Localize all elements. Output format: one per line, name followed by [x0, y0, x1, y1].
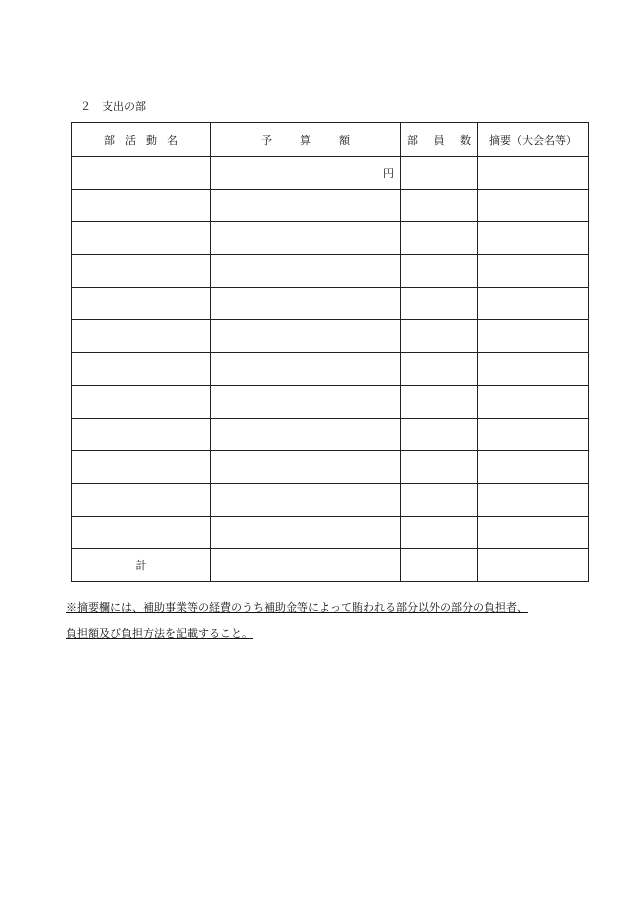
remarks-cell[interactable]	[478, 287, 589, 320]
club-name-cell[interactable]	[72, 483, 211, 516]
remarks-cell[interactable]	[478, 516, 589, 549]
club-name-cell[interactable]	[72, 451, 211, 484]
remarks-cell[interactable]	[478, 320, 589, 353]
remarks-cell[interactable]	[478, 353, 589, 386]
budget-amount-cell[interactable]	[211, 516, 401, 549]
expenditure-table	[71, 122, 589, 582]
member-count-cell[interactable]	[401, 451, 478, 484]
club-name-cell[interactable]	[72, 157, 211, 190]
budget-amount-cell[interactable]	[211, 418, 401, 451]
remarks-cell[interactable]	[478, 418, 589, 451]
total-member-cell[interactable]	[401, 549, 478, 582]
remarks-cell[interactable]	[478, 222, 589, 255]
club-name-cell[interactable]	[72, 189, 211, 222]
remarks-note-line-2: 負担額及び負担方法を記載すること。	[66, 627, 253, 640]
total-row	[72, 549, 589, 582]
member-count-cell[interactable]	[401, 222, 478, 255]
budget-amount-cell[interactable]	[211, 222, 401, 255]
remarks-cell[interactable]	[478, 157, 589, 190]
club-name-cell[interactable]	[72, 418, 211, 451]
budget-amount-cell[interactable]	[211, 287, 401, 320]
club-name-cell[interactable]	[72, 222, 211, 255]
member-count-cell[interactable]	[401, 516, 478, 549]
table-row	[72, 255, 589, 288]
club-name-cell[interactable]	[72, 516, 211, 549]
budget-amount-cell[interactable]	[211, 189, 401, 222]
member-count-cell[interactable]	[401, 255, 478, 288]
yen-unit-label: 円	[383, 166, 394, 180]
remarks-cell[interactable]	[478, 385, 589, 418]
table-row	[72, 222, 589, 255]
header-member-count: 部員数	[401, 123, 478, 157]
member-count-cell[interactable]	[401, 157, 478, 190]
section-heading: ２ 支出の部	[80, 100, 146, 113]
table-row	[72, 418, 589, 451]
budget-amount-cell[interactable]	[211, 320, 401, 353]
club-name-cell[interactable]	[72, 353, 211, 386]
table-row	[72, 353, 589, 386]
remarks-note-line-1: ※摘要欄には、補助事業等の経費のうち補助金等によって賄われる部分以外の部分の負担者、	[66, 601, 528, 614]
member-count-cell[interactable]	[401, 483, 478, 516]
total-label: 計	[72, 549, 211, 582]
member-count-cell[interactable]	[401, 320, 478, 353]
club-name-cell[interactable]	[72, 287, 211, 320]
club-name-cell[interactable]	[72, 255, 211, 288]
member-count-cell[interactable]	[401, 189, 478, 222]
member-count-cell[interactable]	[401, 385, 478, 418]
table-row	[72, 483, 589, 516]
remarks-cell[interactable]	[478, 451, 589, 484]
table-header-row	[72, 123, 589, 157]
table-row	[72, 287, 589, 320]
remarks-cell[interactable]	[478, 255, 589, 288]
table-row	[72, 385, 589, 418]
total-remarks-cell[interactable]	[478, 549, 589, 582]
total-budget-cell[interactable]	[211, 549, 401, 582]
budget-amount-cell[interactable]	[211, 483, 401, 516]
table-row	[72, 516, 589, 549]
header-club-name: 部活動名	[72, 123, 211, 157]
club-name-cell[interactable]	[72, 320, 211, 353]
member-count-cell[interactable]	[401, 353, 478, 386]
club-name-cell[interactable]	[72, 385, 211, 418]
table-row	[72, 157, 589, 190]
member-count-cell[interactable]	[401, 418, 478, 451]
budget-amount-cell[interactable]	[211, 451, 401, 484]
remarks-cell[interactable]	[478, 189, 589, 222]
remarks-cell[interactable]	[478, 483, 589, 516]
header-remarks: 摘要（大会名等）	[478, 123, 589, 157]
header-budget-amount: 予算額	[211, 123, 401, 157]
table-row	[72, 189, 589, 222]
budget-amount-cell[interactable]	[211, 255, 401, 288]
budget-amount-cell[interactable]	[211, 157, 401, 190]
member-count-cell[interactable]	[401, 287, 478, 320]
budget-amount-cell[interactable]	[211, 353, 401, 386]
budget-amount-cell[interactable]	[211, 385, 401, 418]
table-row	[72, 451, 589, 484]
table-row	[72, 320, 589, 353]
